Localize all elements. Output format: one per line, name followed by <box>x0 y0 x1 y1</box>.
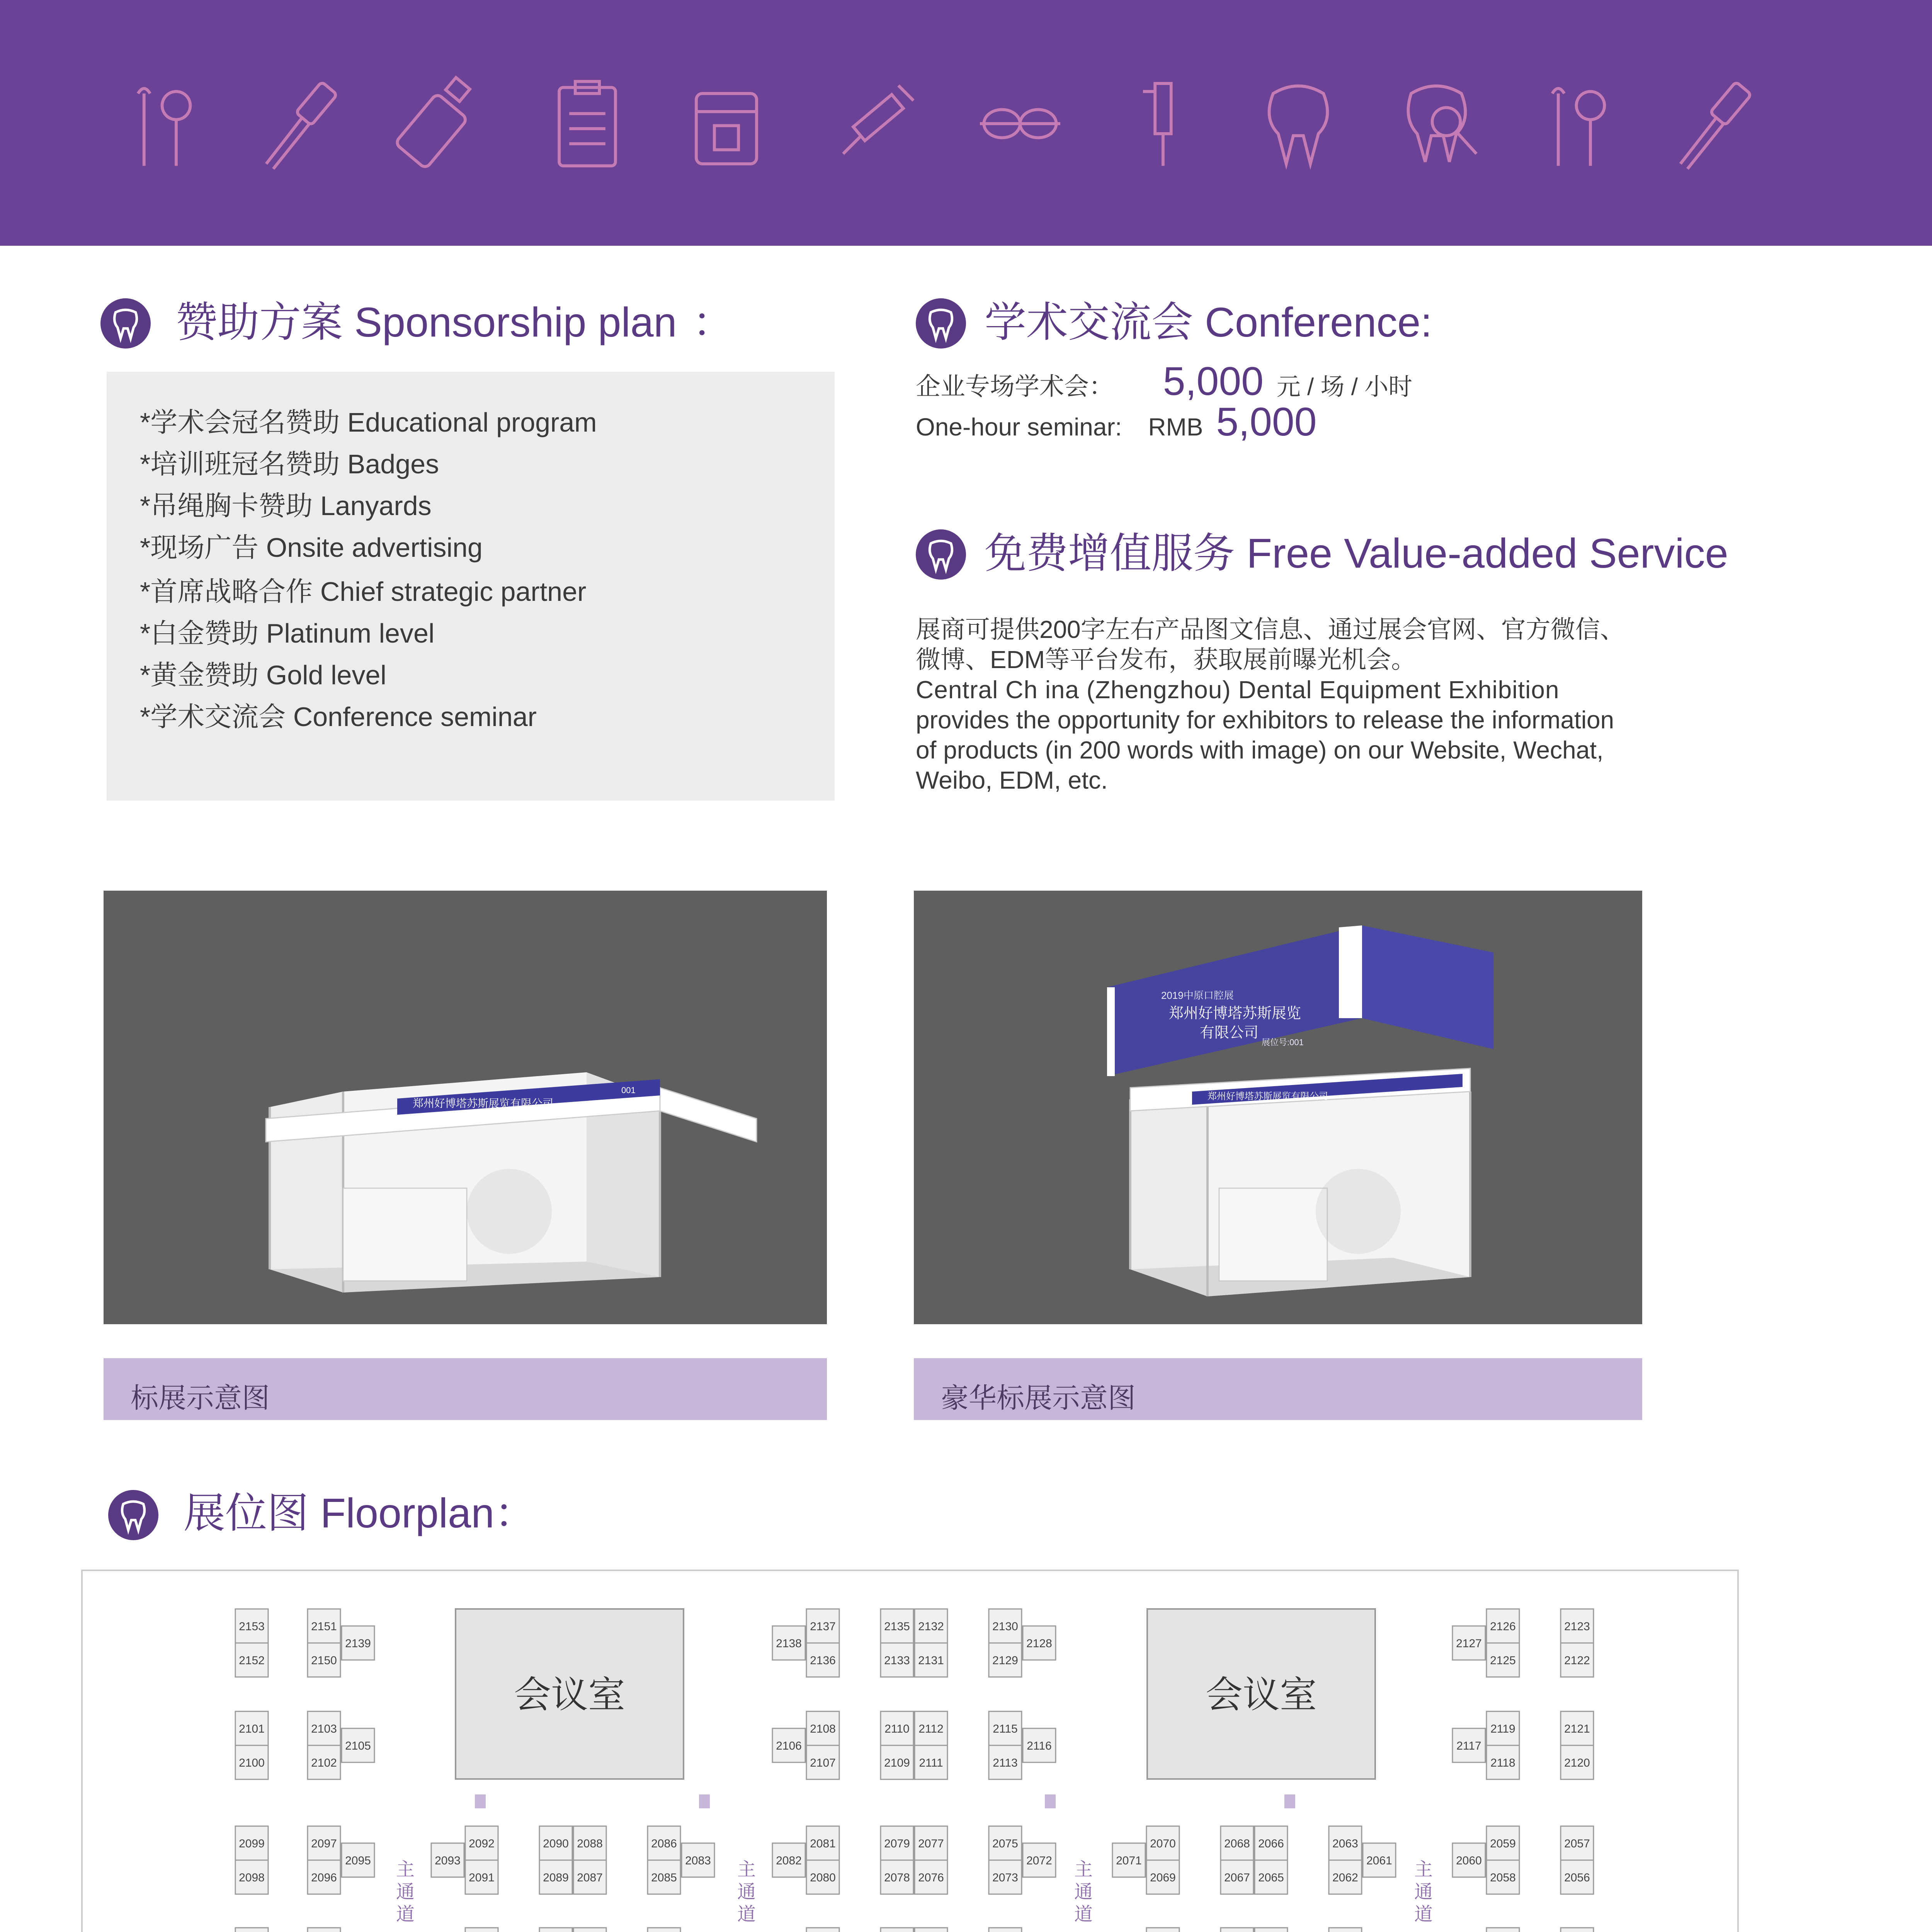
standard-booth <box>1561 1928 1594 1932</box>
booth-number: 2078 <box>884 1871 910 1884</box>
toothbrush-icon <box>1665 73 1766 174</box>
booth-number: 2137 <box>810 1620 836 1633</box>
booth-number: 2097 <box>311 1837 337 1850</box>
free-service-description <box>916 614 1727 795</box>
booth-number: 2057 <box>1564 1837 1590 1850</box>
description-line: of products (in 200 words with image) on our Website, Wechat, <box>916 736 1604 764</box>
booth-number: 2103 <box>311 1723 337 1735</box>
deluxe-header-code: 展位号:001 <box>1262 1037 1304 1047</box>
booth-number: 2075 <box>992 1837 1018 1850</box>
booth-number: 2131 <box>918 1654 944 1667</box>
list-item: *吊绳胸卡赞助 Lanyards <box>140 491 432 521</box>
booth-number: 2109 <box>884 1757 910 1769</box>
aisle-char: 主 <box>1074 1859 1093 1880</box>
booth-number: 2072 <box>1026 1854 1052 1867</box>
tooth-icon <box>1248 73 1349 174</box>
main-aisle <box>396 1859 415 1925</box>
booth-number: 2071 <box>1116 1854 1142 1867</box>
list-item: *学术交流会 Conference seminar <box>140 702 537 732</box>
booth-number: 2127 <box>1456 1637 1482 1650</box>
standard-booth <box>1329 1928 1362 1932</box>
aisle-char: 主 <box>396 1859 415 1880</box>
booth-number: 2080 <box>810 1871 836 1884</box>
booth-number: 2068 <box>1224 1837 1250 1850</box>
deluxe-booth-image <box>914 891 1642 1324</box>
conference-label-en: One-hour seminar: <box>916 413 1122 441</box>
booth-number: 2111 <box>919 1757 943 1769</box>
deluxe-header-main-1: 郑州好博塔苏斯展览 <box>1169 1005 1301 1022</box>
conference-price-zh <box>916 359 1413 404</box>
booth-number: 2060 <box>1456 1854 1482 1867</box>
booth-number: 2119 <box>1490 1723 1515 1735</box>
booth-number: 2095 <box>345 1854 371 1867</box>
booth-number: 2115 <box>993 1723 1018 1735</box>
booth-number: 2102 <box>311 1757 337 1769</box>
booth-number: 2077 <box>918 1837 944 1850</box>
conference-amount-en: 5,000 <box>1216 400 1317 444</box>
booth-number: 2129 <box>992 1654 1018 1667</box>
booth-number: 2122 <box>1564 1654 1590 1667</box>
booth-number: 2130 <box>992 1620 1018 1633</box>
booth-number: 2138 <box>776 1637 802 1650</box>
booth-sign-code: 001 <box>621 1085 636 1095</box>
booth-number: 2086 <box>651 1837 677 1850</box>
booth-number: 2067 <box>1224 1871 1250 1884</box>
free-service-title <box>985 530 1728 577</box>
standard-booth-image <box>104 891 827 1324</box>
booth-number: 2081 <box>810 1837 836 1850</box>
sponsorship-title <box>176 301 734 343</box>
dental-mirror-icon <box>116 73 216 174</box>
booth-number: 2135 <box>884 1620 910 1633</box>
floorplan-title <box>184 1492 536 1534</box>
aisle-char: 通 <box>737 1882 756 1902</box>
booth-number: 2123 <box>1564 1620 1590 1633</box>
tooth-icon <box>100 298 151 349</box>
sponsorship-title-zh: 赞助方案 <box>176 299 343 345</box>
booth-number: 2073 <box>992 1871 1018 1884</box>
main-aisle <box>737 1859 756 1925</box>
tooth-icon <box>916 529 966 580</box>
aisle-char: 通 <box>396 1882 415 1902</box>
standard-booth <box>806 1928 839 1932</box>
aisle-marker <box>1045 1794 1056 1808</box>
floorplan-title-en: Floorplan <box>320 1490 495 1536</box>
dental-mirror-icon <box>1530 73 1631 174</box>
tooth-icon <box>916 298 966 349</box>
list-item: *学术会冠名赞助 Educational program <box>140 407 597 437</box>
booth-number: 2116 <box>1027 1740 1052 1752</box>
conference-currency: RMB <box>1148 413 1203 441</box>
booth-number: 2120 <box>1564 1757 1590 1769</box>
floss-box-icon <box>676 73 777 174</box>
booth-number: 2099 <box>239 1837 265 1850</box>
booth-number: 2112 <box>918 1723 944 1735</box>
booth-number: 2083 <box>685 1854 711 1867</box>
standard-booth <box>539 1928 572 1932</box>
description-line: 展商可提供200字左右产品图文信息、通过展会官网、官方微信、 <box>916 616 1625 643</box>
conference-amount-zh: 5,000 <box>1163 359 1264 404</box>
booth-number: 2101 <box>239 1723 265 1735</box>
standard-booth <box>1486 1928 1519 1932</box>
toothpaste-icon <box>386 73 487 174</box>
booth-number: 2079 <box>884 1837 910 1850</box>
booth-number: 2125 <box>1490 1654 1516 1667</box>
tooth-magnifier-icon <box>1391 73 1492 174</box>
caption-text: 标展示意图 <box>131 1383 270 1414</box>
standard-booth <box>1146 1928 1179 1932</box>
main-aisle <box>1414 1859 1433 1925</box>
booth-number: 2059 <box>1490 1837 1516 1850</box>
conference-unit-zh: 元 / 场 / 小时 <box>1276 374 1413 400</box>
standard-booth <box>1255 1928 1287 1932</box>
booth-number: 2100 <box>239 1757 265 1769</box>
braces-icon <box>970 73 1070 174</box>
booth-number: 2153 <box>239 1620 265 1633</box>
sponsorship-list <box>107 372 835 801</box>
standard-booth <box>235 1928 268 1932</box>
conference-price-en <box>916 402 1317 442</box>
tooth-icon <box>108 1490 158 1540</box>
aisle-char: 主 <box>737 1859 756 1880</box>
booth-number: 2152 <box>239 1654 265 1667</box>
booth-number: 2121 <box>1564 1723 1590 1735</box>
booth-number: 2090 <box>543 1837 569 1850</box>
booth-number: 2107 <box>810 1757 836 1769</box>
aisle-char: 道 <box>737 1904 756 1925</box>
deluxe-sign-company: 郑州好博塔苏斯展览有限公司 <box>1208 1091 1328 1102</box>
booth-number: 2063 <box>1332 1837 1358 1850</box>
booth-number: 2117 <box>1456 1740 1481 1752</box>
booth-number: 2065 <box>1258 1871 1284 1884</box>
booth-number: 2118 <box>1490 1757 1515 1769</box>
aisle-char: 道 <box>1414 1904 1433 1925</box>
booth-number: 2096 <box>311 1871 337 1884</box>
booth-number: 2056 <box>1564 1871 1590 1884</box>
booth-number: 2058 <box>1490 1871 1516 1884</box>
list-item: *现场广告 Onsite advertising <box>140 532 483 563</box>
standard-booth-layer <box>235 1609 1594 1932</box>
description-line: provides the opportunity for exhibitors to release the information <box>916 706 1614 734</box>
aisle-char: 通 <box>1414 1882 1433 1902</box>
description-line: 微博、EDM等平台发布，获取展前曝光机会。 <box>916 646 1416 673</box>
syringe-icon <box>823 73 923 174</box>
aisle-char: 通 <box>1074 1882 1093 1902</box>
booth-number: 2069 <box>1150 1871 1176 1884</box>
booth-number: 2089 <box>543 1871 569 1884</box>
booth-number: 2105 <box>345 1740 371 1752</box>
conference-title-en: Conference: <box>1205 299 1432 345</box>
booth-number: 2150 <box>311 1654 337 1667</box>
standard-booth <box>308 1928 340 1932</box>
header-banner <box>0 0 1932 246</box>
booth-number: 2126 <box>1490 1620 1516 1633</box>
booth-number: 2108 <box>810 1723 836 1735</box>
meeting-room-label: 会议室 <box>1206 1674 1317 1716</box>
booth-number: 2110 <box>884 1723 910 1735</box>
floorplan-drawing <box>83 1571 1740 1932</box>
booth-number: 2136 <box>810 1654 836 1667</box>
booth-number: 2106 <box>776 1740 802 1752</box>
deluxe-header-main-2: 有限公司 <box>1200 1025 1259 1041</box>
toothbrush-icon <box>251 73 352 174</box>
floorplan-title-zh: 展位图 <box>184 1490 309 1536</box>
booth-number: 2133 <box>884 1654 910 1667</box>
booth-number: 2066 <box>1258 1837 1284 1850</box>
booth-number: 2087 <box>577 1871 603 1884</box>
sponsorship-title-en: Sponsorship plan <box>354 299 677 345</box>
standard-booth <box>573 1928 606 1932</box>
aisle-char: 道 <box>1074 1904 1093 1925</box>
booth-number: 2093 <box>435 1854 461 1867</box>
list-item: *首席战略合作 Chief strategic partner <box>140 577 587 607</box>
free-service-title-zh: 免费增值服务 <box>985 530 1235 577</box>
booth-number: 2088 <box>577 1837 603 1850</box>
conference-title <box>985 301 1432 343</box>
sponsorship-title-suffix: ： <box>692 299 734 345</box>
aisle-marker <box>1284 1794 1295 1808</box>
standard-booth <box>989 1928 1022 1932</box>
caption-text: 豪华标展示意图 <box>941 1383 1136 1414</box>
booth-number: 2151 <box>311 1620 337 1633</box>
deluxe-booth-caption <box>914 1358 1642 1420</box>
aisle-char: 主 <box>1414 1859 1433 1880</box>
standard-booth-caption <box>104 1358 827 1420</box>
conference-label-zh: 企业专场学术会： <box>916 372 1114 400</box>
standard-booth <box>465 1928 498 1932</box>
list-item: *白金赞助 Platinum level <box>140 618 435 648</box>
booth-number: 2076 <box>918 1871 944 1884</box>
meeting-room-label: 会议室 <box>514 1674 625 1716</box>
dental-drill-icon <box>1113 73 1213 174</box>
standard-booth <box>915 1928 947 1932</box>
booth-number: 2113 <box>993 1757 1018 1769</box>
booth-number: 2098 <box>239 1871 265 1884</box>
aisle-char: 道 <box>396 1904 415 1925</box>
conference-title-zh: 学术交流会 <box>985 299 1194 345</box>
main-aisle <box>1074 1859 1093 1925</box>
booth-number: 2070 <box>1150 1837 1176 1850</box>
booth-number: 2085 <box>651 1871 677 1884</box>
list-item: *黄金赞助 Gold level <box>140 660 386 690</box>
list-item: *培训班冠名赞助 Badges <box>140 449 439 479</box>
deluxe-header-top: 2019中原口腔展 <box>1161 990 1234 1001</box>
standard-booth <box>881 1928 913 1932</box>
aisle-marker <box>475 1794 486 1808</box>
clipboard-icon <box>537 73 638 174</box>
description-line: Central Ch ina (Zhengzhou) Dental Equipment Exhibition <box>916 676 1560 704</box>
booth-number: 2132 <box>918 1620 944 1633</box>
standard-booth <box>648 1928 680 1932</box>
booth-number: 2092 <box>469 1837 495 1850</box>
booth-number: 2139 <box>345 1637 371 1650</box>
floorplan-title-suffix: ： <box>494 1490 536 1536</box>
floorplan-map <box>81 1570 1739 1932</box>
booth-sign-company: 郑州好博塔苏斯展览有限公司 <box>413 1097 554 1109</box>
free-service-title-en: Free Value-added Service <box>1247 530 1728 577</box>
booth-number: 2091 <box>469 1871 495 1884</box>
booth-number: 2128 <box>1026 1637 1052 1650</box>
booth-number: 2061 <box>1366 1854 1392 1867</box>
booth-number: 2062 <box>1332 1871 1358 1884</box>
description-line: Weibo, EDM, etc. <box>916 766 1108 794</box>
booth-number: 2082 <box>776 1854 802 1867</box>
standard-booth <box>1221 1928 1253 1932</box>
aisle-marker <box>699 1794 710 1808</box>
